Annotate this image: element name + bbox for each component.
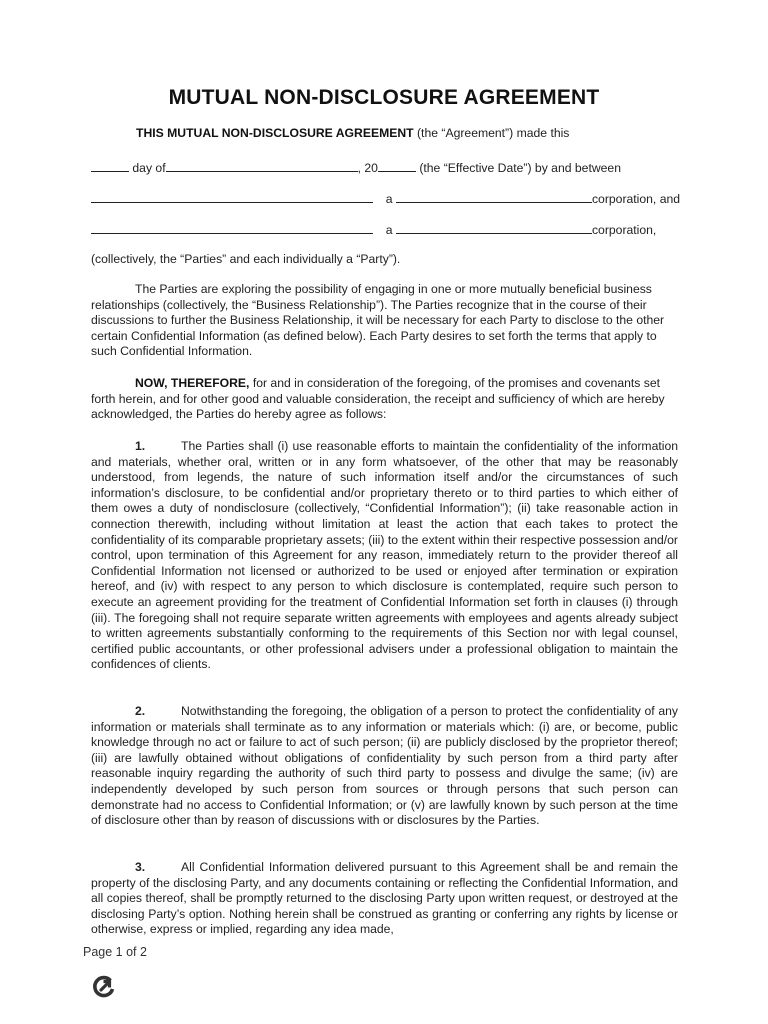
party-two-a-text: a bbox=[385, 223, 393, 237]
date-line bbox=[91, 159, 621, 177]
party-one-line bbox=[91, 190, 680, 208]
party-two-state-blank bbox=[396, 221, 592, 234]
corporation-text: corporation, bbox=[591, 223, 657, 237]
day-of-text: day of bbox=[132, 161, 166, 175]
year-prefix-text: , 20 bbox=[357, 161, 378, 175]
now-therefore-paragraph bbox=[91, 376, 678, 423]
party-one-state-blank bbox=[396, 190, 592, 203]
month-blank bbox=[166, 159, 358, 172]
brand-logo-icon bbox=[92, 975, 116, 999]
section-2-number: 2. bbox=[135, 704, 146, 718]
party-one-name-blank bbox=[91, 190, 373, 203]
corporation-and-text: corporation, and bbox=[591, 192, 681, 206]
now-therefore-text: for and in consideration of the foregoing, of the promises and covenants set forth herein, and for other good and valuable consideration, the receipt and sufficiency of which are hereby acknowledged, the Parties do hereby agree as follows: bbox=[91, 376, 665, 422]
document-title: MUTUAL NON-DISCLOSURE AGREEMENT bbox=[168, 86, 600, 109]
section-3-text: All Confidential Information delivered pursuant to this Agreement shall be and remain the property of the disclosing Party, and any documents containing or reflecting the Confidential Information, and all copies thereof, shall be promptly returned to the disclosing Party upon written request, or destroyed at the disclosing Party’s option. Nothing herein shall be construed as granting or conferring any rights by license or otherwise, express or implied, regarding any idea made, bbox=[91, 860, 678, 937]
party-two-name-blank bbox=[91, 221, 373, 234]
effective-date-text: (the “Effective Date”) by and between bbox=[419, 161, 621, 175]
section-2-paragraph bbox=[91, 704, 678, 829]
section-3-paragraph bbox=[91, 860, 678, 938]
year-blank bbox=[378, 159, 416, 172]
section-1-paragraph bbox=[91, 439, 678, 673]
day-blank bbox=[91, 159, 129, 172]
recital-paragraph bbox=[91, 282, 678, 360]
section-2-text: Notwithstanding the foregoing, the obligation of a person to protect the confidentiality of any information or materials shall terminate as to any information or materials which: (i) are, or become, public knowledge through no act or failure to act of such person; (ii) are publicly disclosed by the proprietor thereof; (iii) are lawfully obtained without obligations of confidentiality by such person from a third party after reasonable inquiry regarding the authority of such third party to possess and divulge the same; (iv) are independently developed by such person from sources or through persons that such person can demonstrate had no access to Confidential Information; or (v) are lawfully known by such person at the time of disclosure other than by reason of discussions with or disclosures by the Parties. bbox=[91, 704, 678, 828]
intro-line bbox=[136, 126, 569, 142]
intro-rest-text: (the “Agreement”) made this bbox=[417, 126, 570, 140]
page-number: Page 1 of 2 bbox=[83, 945, 147, 959]
section-1-text: The Parties shall (i) use reasonable efforts to maintain the confidentiality of the information and materials, whether oral, written or in any form whatsoever, of the other that may be reasonably understood, from legends, the nature of such information itself and/or the circumstances of such information’s disclosure, to be confidential and/or proprietary thereto or to third parties to which either of them owes a duty of nondisclosure (collectively, “Confidential Information”); (ii) take reasonable action in connection therewith, including without limitation at least the action that each takes to protect the confidentiality of its comparable proprietary assets; (iii) to the extent within their respective possession and/or control, upon termination of this Agreement for any reason, immediately return to the provider thereof all Confidential Information not licensed or authorized to be used or enjoyed after termination or expiration hereof, and (iv) with respect to any person to which disclosure is contemplated, require such person to execute an agreement providing for the treatment of Confidential Information set forth in clauses (i) through (iii). The foregoing shall not require separate written agreements with employees and agents already subject to written agreements substantially conforming to the requirements of this Section nor with legal counsel, certified public accountants, or other professional advisers under a professional obligation to maintain the confidences of clients. bbox=[91, 439, 678, 672]
party-one-a-text: a bbox=[385, 192, 393, 206]
section-1-number: 1. bbox=[135, 439, 146, 453]
section-3-number: 3. bbox=[135, 860, 146, 874]
now-therefore-bold-text: NOW, THEREFORE, bbox=[135, 376, 250, 390]
recital-text: The Parties are exploring the possibility of engaging in one or more mutually beneficial business relationships (collectively, the “Business Relationship”). The Parties recognize that in the course of their discussions to further the Business Relationship, it will be necessary for each Party to disclose to the other certain Confidential Information (as defined below). Each Party desires to set forth the terms that apply to such Confidential Information. bbox=[91, 282, 665, 359]
intro-bold-text: THIS MUTUAL NON-DISCLOSURE AGREEMENT bbox=[136, 126, 414, 140]
party-two-line bbox=[91, 221, 656, 239]
collectively-line: (collectively, the “Parties” and each individually a “Party”). bbox=[91, 252, 401, 266]
